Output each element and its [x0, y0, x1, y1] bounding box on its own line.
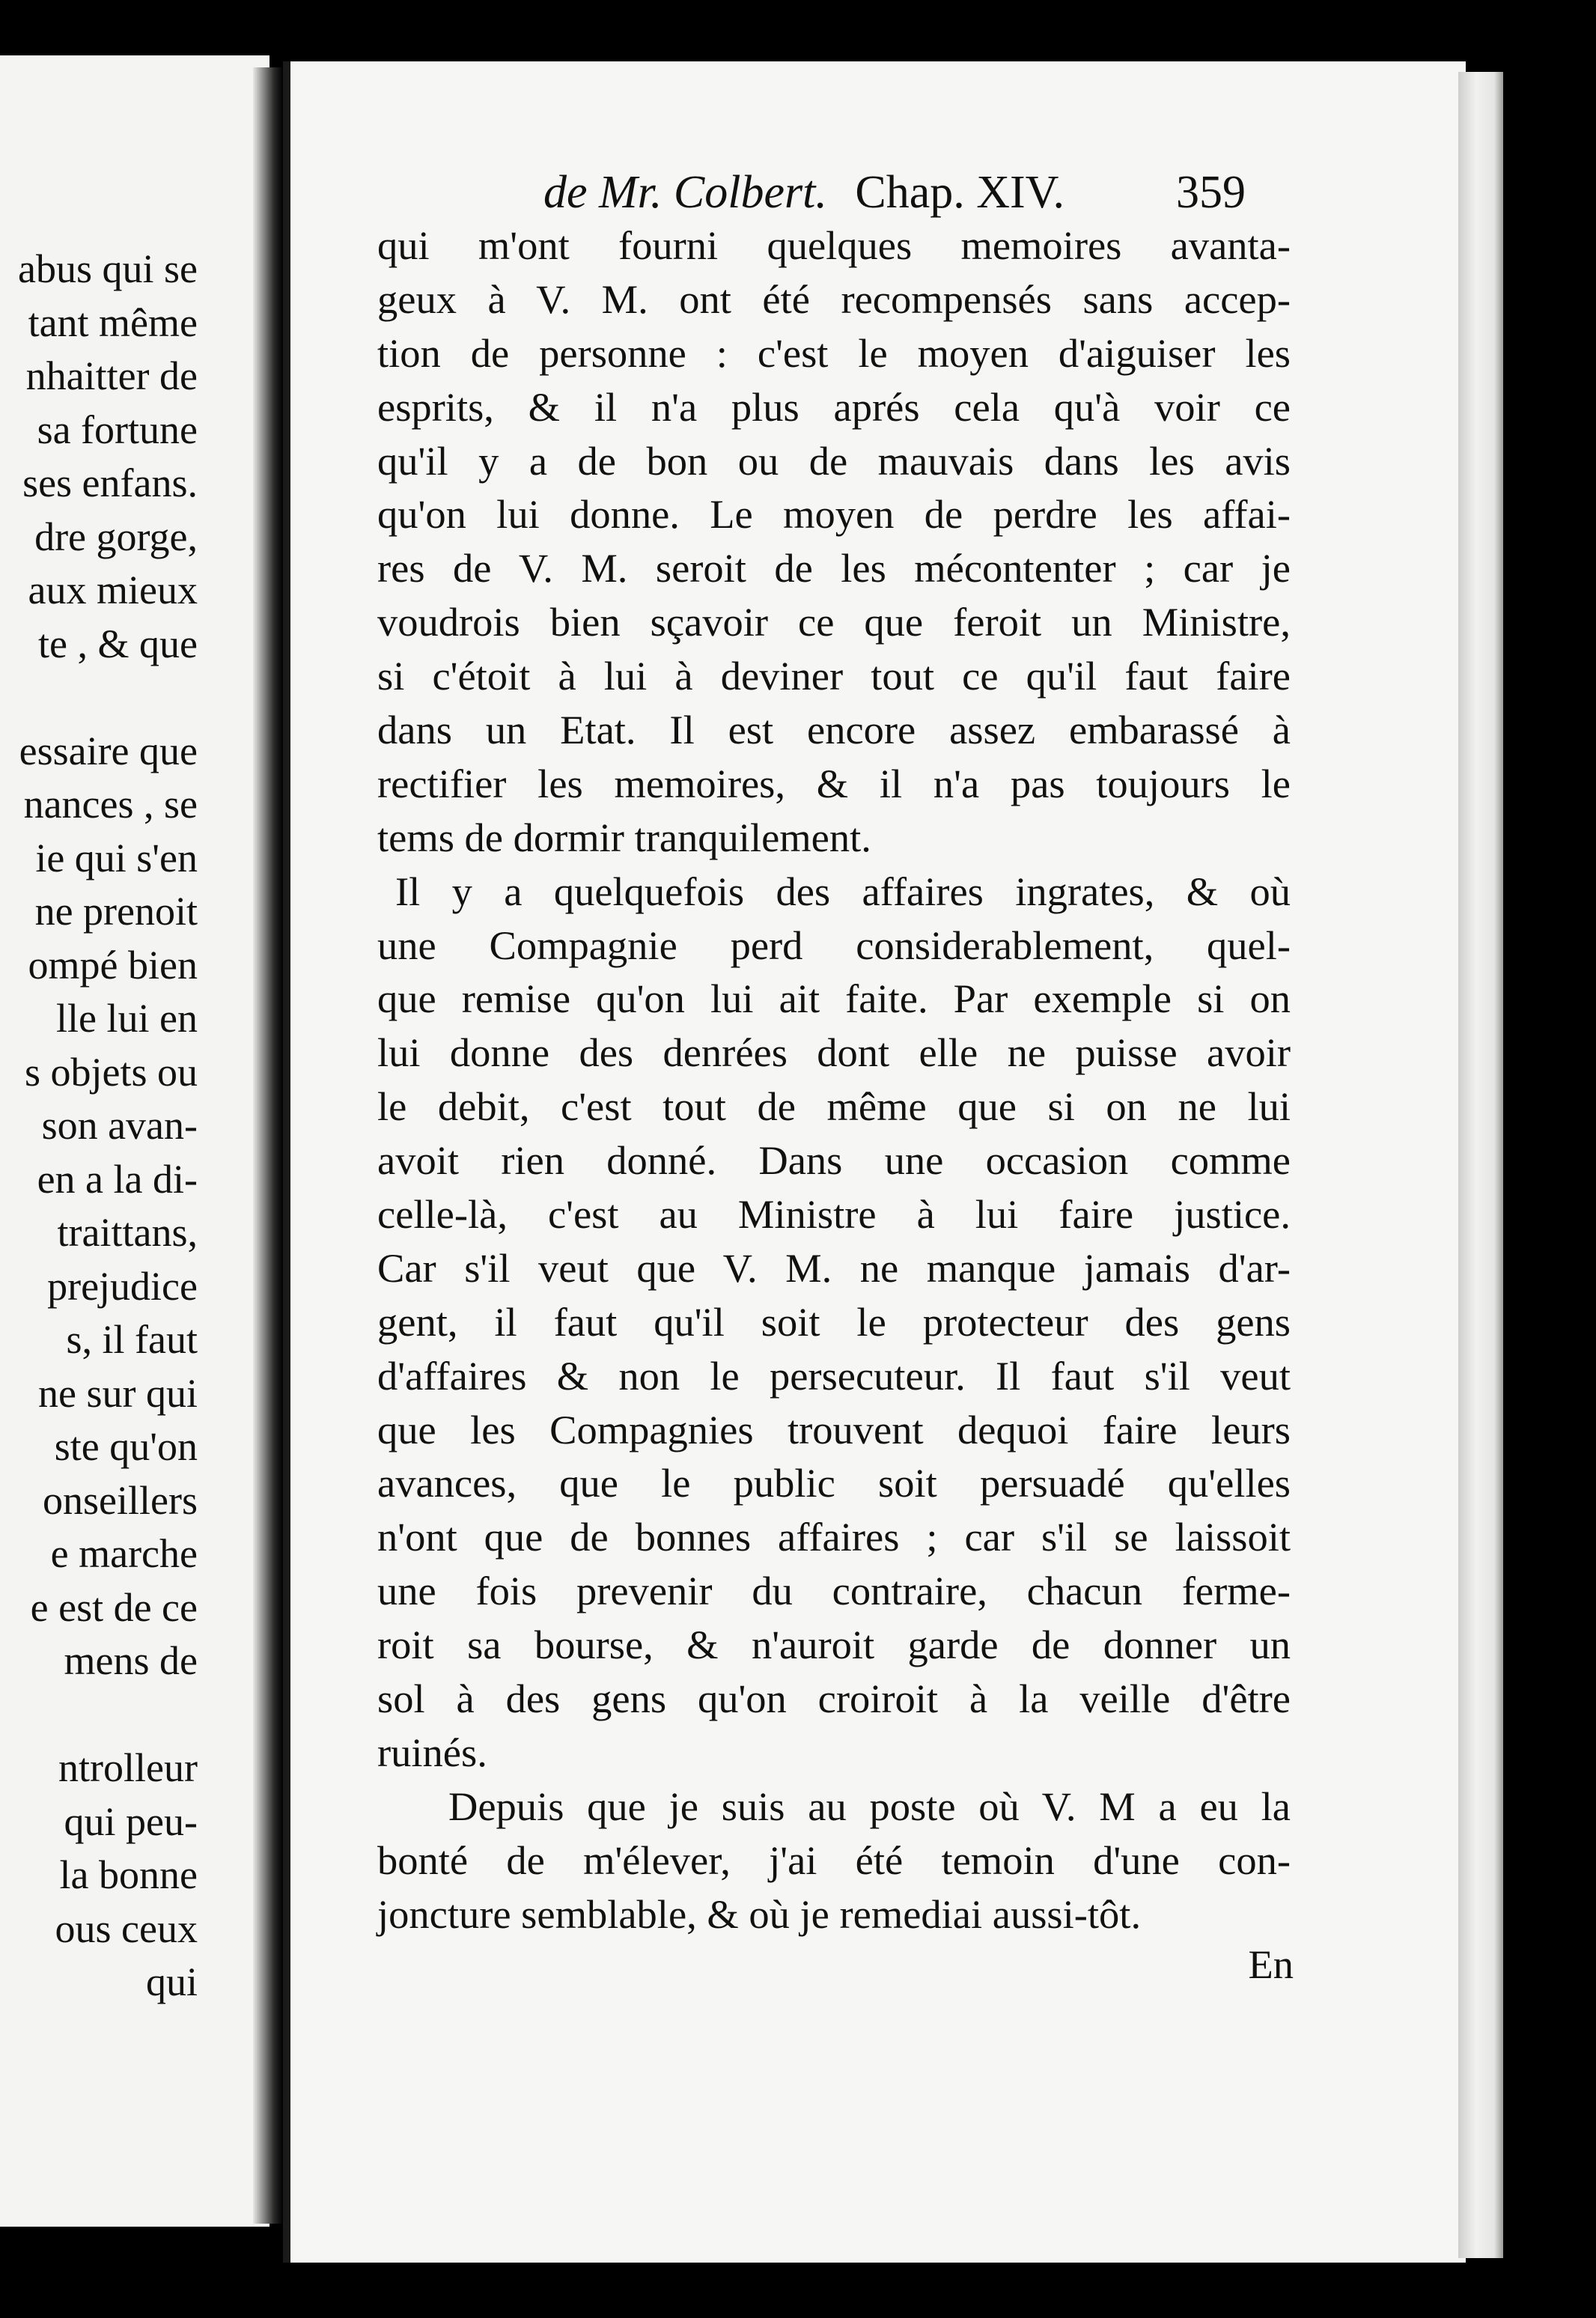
left-page-line: ous ceux — [55, 1905, 198, 1951]
text-line: geux à V. M. ont été recompensés sans accep- — [377, 276, 1291, 322]
text-line: Il y a quelquefois des affaires ingrates, & où — [395, 868, 1291, 914]
left-page-line — [0, 671, 198, 725]
text-line: voudrois bien sçavoir ce que feroit un Ministre, — [377, 599, 1291, 645]
left-page-line: ie qui s'en — [35, 835, 198, 880]
text-line: dans un Etat. Il est encore assez embarassé à — [377, 707, 1291, 753]
text-line: qui m'ont fourni quelques memoires avanta- — [377, 222, 1291, 268]
left-page-line: s objets ou — [24, 1049, 198, 1095]
running-head-title: de Mr. Colbert. — [543, 167, 827, 218]
left-page-line: aux mieux — [28, 568, 198, 612]
left-page-line: en a la di- — [37, 1156, 198, 1202]
left-page-line: traittans, — [57, 1210, 198, 1255]
left-page-line: lle lui en — [56, 996, 198, 1041]
left-page-text — [0, 243, 198, 2010]
text-line: joncture semblable, & où je remediai aussi-tôt. — [377, 1890, 1142, 1937]
text-line: bonté de m'élever, j'ai été temoin d'une con- — [377, 1837, 1291, 1883]
left-page-line: prejudice — [47, 1263, 198, 1309]
left-page-line: ntrolleur — [58, 1745, 198, 1790]
left-page-line: sa fortune — [37, 407, 198, 452]
left-page-line: ne prenoit — [34, 889, 198, 934]
left-page-line: e est de ce — [30, 1584, 198, 1630]
left-page-line: onseillers — [43, 1477, 198, 1523]
left-page-line: son avan- — [41, 1103, 198, 1148]
text-line: que remise qu'on lui ait faite. Par exemple si on — [377, 976, 1291, 1022]
text-line: roit sa bourse, & n'auroit garde de donner un — [377, 1622, 1291, 1668]
body-text — [377, 219, 1291, 1941]
text-line: sol à des gens qu'on croiroit à la veille d'être — [377, 1676, 1291, 1722]
left-page-line: te , & que — [38, 621, 198, 666]
text-line: avances, que le public soit persuadé qu'elles — [377, 1460, 1291, 1506]
left-page — [0, 55, 269, 2227]
left-page-line: qui peu- — [64, 1798, 198, 1844]
left-page-line: nances , se — [23, 782, 198, 827]
text-line: n'ont que de bonnes affaires ; car s'il se laissoit — [377, 1514, 1291, 1560]
catchword: En — [1248, 1941, 1294, 1987]
text-line: rectifier les memoires, & il n'a pas toujours le — [377, 760, 1291, 806]
left-page-line: qui — [145, 1959, 198, 2004]
text-line: celle-là, c'est au Ministre à lui faire justice. — [377, 1191, 1291, 1238]
left-page-line: la bonne — [59, 1852, 198, 1897]
text-line: le debit, c'est tout de même que si on ne lui — [377, 1083, 1291, 1130]
text-line: tems de dormir tranquilement. — [377, 814, 871, 860]
text-line: qu'il y a de bon ou de mauvais dans les avis — [377, 437, 1291, 484]
text-line: esprits, & il n'a plus aprés cela qu'à voir ce — [377, 383, 1291, 430]
left-page-line: ses enfans. — [22, 460, 198, 505]
running-head — [543, 166, 1292, 219]
running-head-chapter: Chap. XIV. — [855, 167, 1064, 218]
book-gutter — [253, 67, 283, 2224]
page-number: 359 — [1176, 167, 1246, 218]
text-line: gent, il faut qu'il soit le protecteur des gens — [377, 1298, 1291, 1345]
text-line: avoit rien donné. Dans une occasion comme — [377, 1137, 1291, 1184]
left-page-line: essaire que — [19, 728, 198, 773]
text-line: lui donne des denrées dont elle ne puisse avoir — [377, 1029, 1291, 1076]
text-line: qu'on lui donne. Le moyen de perdre les affai- — [377, 491, 1291, 538]
left-page-line: mens de — [64, 1638, 198, 1683]
page-edge — [1458, 72, 1503, 2258]
text-line: Car s'il veut que V. M. ne manque jamais d'ar- — [377, 1244, 1291, 1291]
left-page-line: ste qu'on — [54, 1424, 198, 1469]
left-page-line: abus qui se — [18, 246, 198, 291]
text-line: tion de personne : c'est le moyen d'aiguiser les — [377, 329, 1291, 376]
left-page-line: tant même — [28, 299, 198, 345]
text-line: une fois prevenir du contraire, chacun ferme- — [377, 1568, 1291, 1614]
text-line: Depuis que je suis au poste où V. M a eu la — [448, 1783, 1291, 1829]
text-line: d'affaires & non le persecuteur. Il faut s'il veut — [377, 1352, 1291, 1399]
left-page-line: e marche — [50, 1531, 198, 1576]
left-page-line: dre gorge, — [34, 514, 198, 559]
left-page-line: s, il faut — [66, 1317, 198, 1362]
left-page-line: nhaitter de — [25, 353, 198, 398]
left-page-line: ne sur qui — [38, 1370, 198, 1416]
left-page-line: ompé bien — [28, 942, 198, 988]
text-line: ruinés. — [377, 1729, 487, 1775]
text-line: une Compagnie perd considerablement, quel- — [377, 922, 1291, 968]
text-line: que les Compagnies trouvent dequoi faire leurs — [377, 1406, 1291, 1452]
text-line: res de V. M. seroit de les mécontenter ; car je — [377, 545, 1291, 591]
text-line: si c'étoit à lui à deviner tout ce qu'il faut faire — [377, 653, 1291, 699]
left-page-line — [0, 1688, 198, 1742]
